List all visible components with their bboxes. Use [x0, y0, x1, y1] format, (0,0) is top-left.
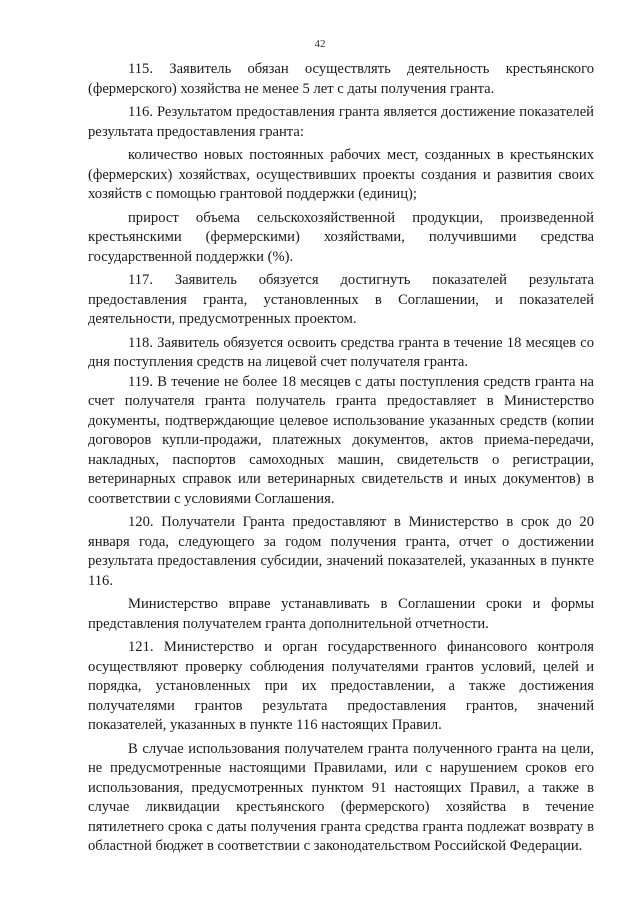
paragraph-115: 115. Заявитель обязан осуществлять деятельность крестьянского (фермерского) хозяйства не менее 5 лет с даты получения гранта.: [88, 61, 594, 97]
paragraph-121: 121. Министерство и орган государственного финансового контроля осуществляют проверку соблюдения получателями грантов условий, целей и порядка, установленных при их предоставлении, а также достижения получателями грантов результата предоставления грантов, значений показателей, указанных в пункте 116 настоящих Правил.: [88, 639, 594, 733]
document-body: [88, 60, 594, 857]
paragraph-119: 119. В течение не более 18 месяцев с даты поступления средств гранта на счет получателя гранта получатель гранта предоставляет в Министерство документы, подтверждающие целевое использование указанных средств (копии договоров купли-продажи, платежных документов, актов приема-передачи, накладных, паспортов самоходных машин, свидетельств о регистрации, ветеринарных справок или ветеринарных свидетельств и иных документов) в соответствии с условиями Соглашения.: [88, 373, 594, 507]
paragraph-116: 116. Результатом предоставления гранта является достижение показателей результата предоставления гранта:: [88, 104, 594, 140]
paragraph-120: 120. Получатели Гранта предоставляют в Министерство в срок до 20 января года, следующего за годом получения гранта, отчет о достижении результата предоставления субсидии, значений показателей, указанных в пункте 116.: [88, 514, 594, 589]
paragraph-grant-return: В случае использования получателем гранта полученного гранта на цели, не предусмотренные настоящими Правилами, или с нарушением сроков его использования, предусмотренных пунктом 91 настоящих Правил, а также в случае ликвидации крестьянского (фермерского) хозяйства в течение пятилетнего срока с даты получения гранта средства гранта подлежат возврату в областной бюджет в соответствии с законодательством Российской Федерации.: [88, 740, 594, 854]
paragraph-indicator-jobs: количество новых постоянных рабочих мест, созданных в крестьянских (фермерских) хозяйствах, осуществивших проекты создания и развития своих хозяйств с помощью грантовой поддержки (единиц);: [88, 147, 594, 202]
paragraph-118: 118. Заявитель обязуется освоить средства гранта в течение 18 месяцев со дня поступления средств на лицевой счет получателя гранта.: [88, 334, 594, 370]
paragraph-indicator-production: прирост объема сельскохозяйственной продукции, произведенной крестьянскими (фермерскими) хозяйствами, получившими средства государственной поддержки (%).: [88, 209, 594, 265]
paragraph-additional-reporting: Министерство вправе устанавливать в Соглашении сроки и формы представления получателем гранта дополнительной отчетности.: [88, 596, 594, 632]
page-number: 42: [314, 38, 326, 50]
paragraph-117: 117. Заявитель обязуется достигнуть показателей результата предоставления гранта, установленных в Соглашении, и показателей деятельности, предусмотренных проектом.: [88, 272, 594, 327]
